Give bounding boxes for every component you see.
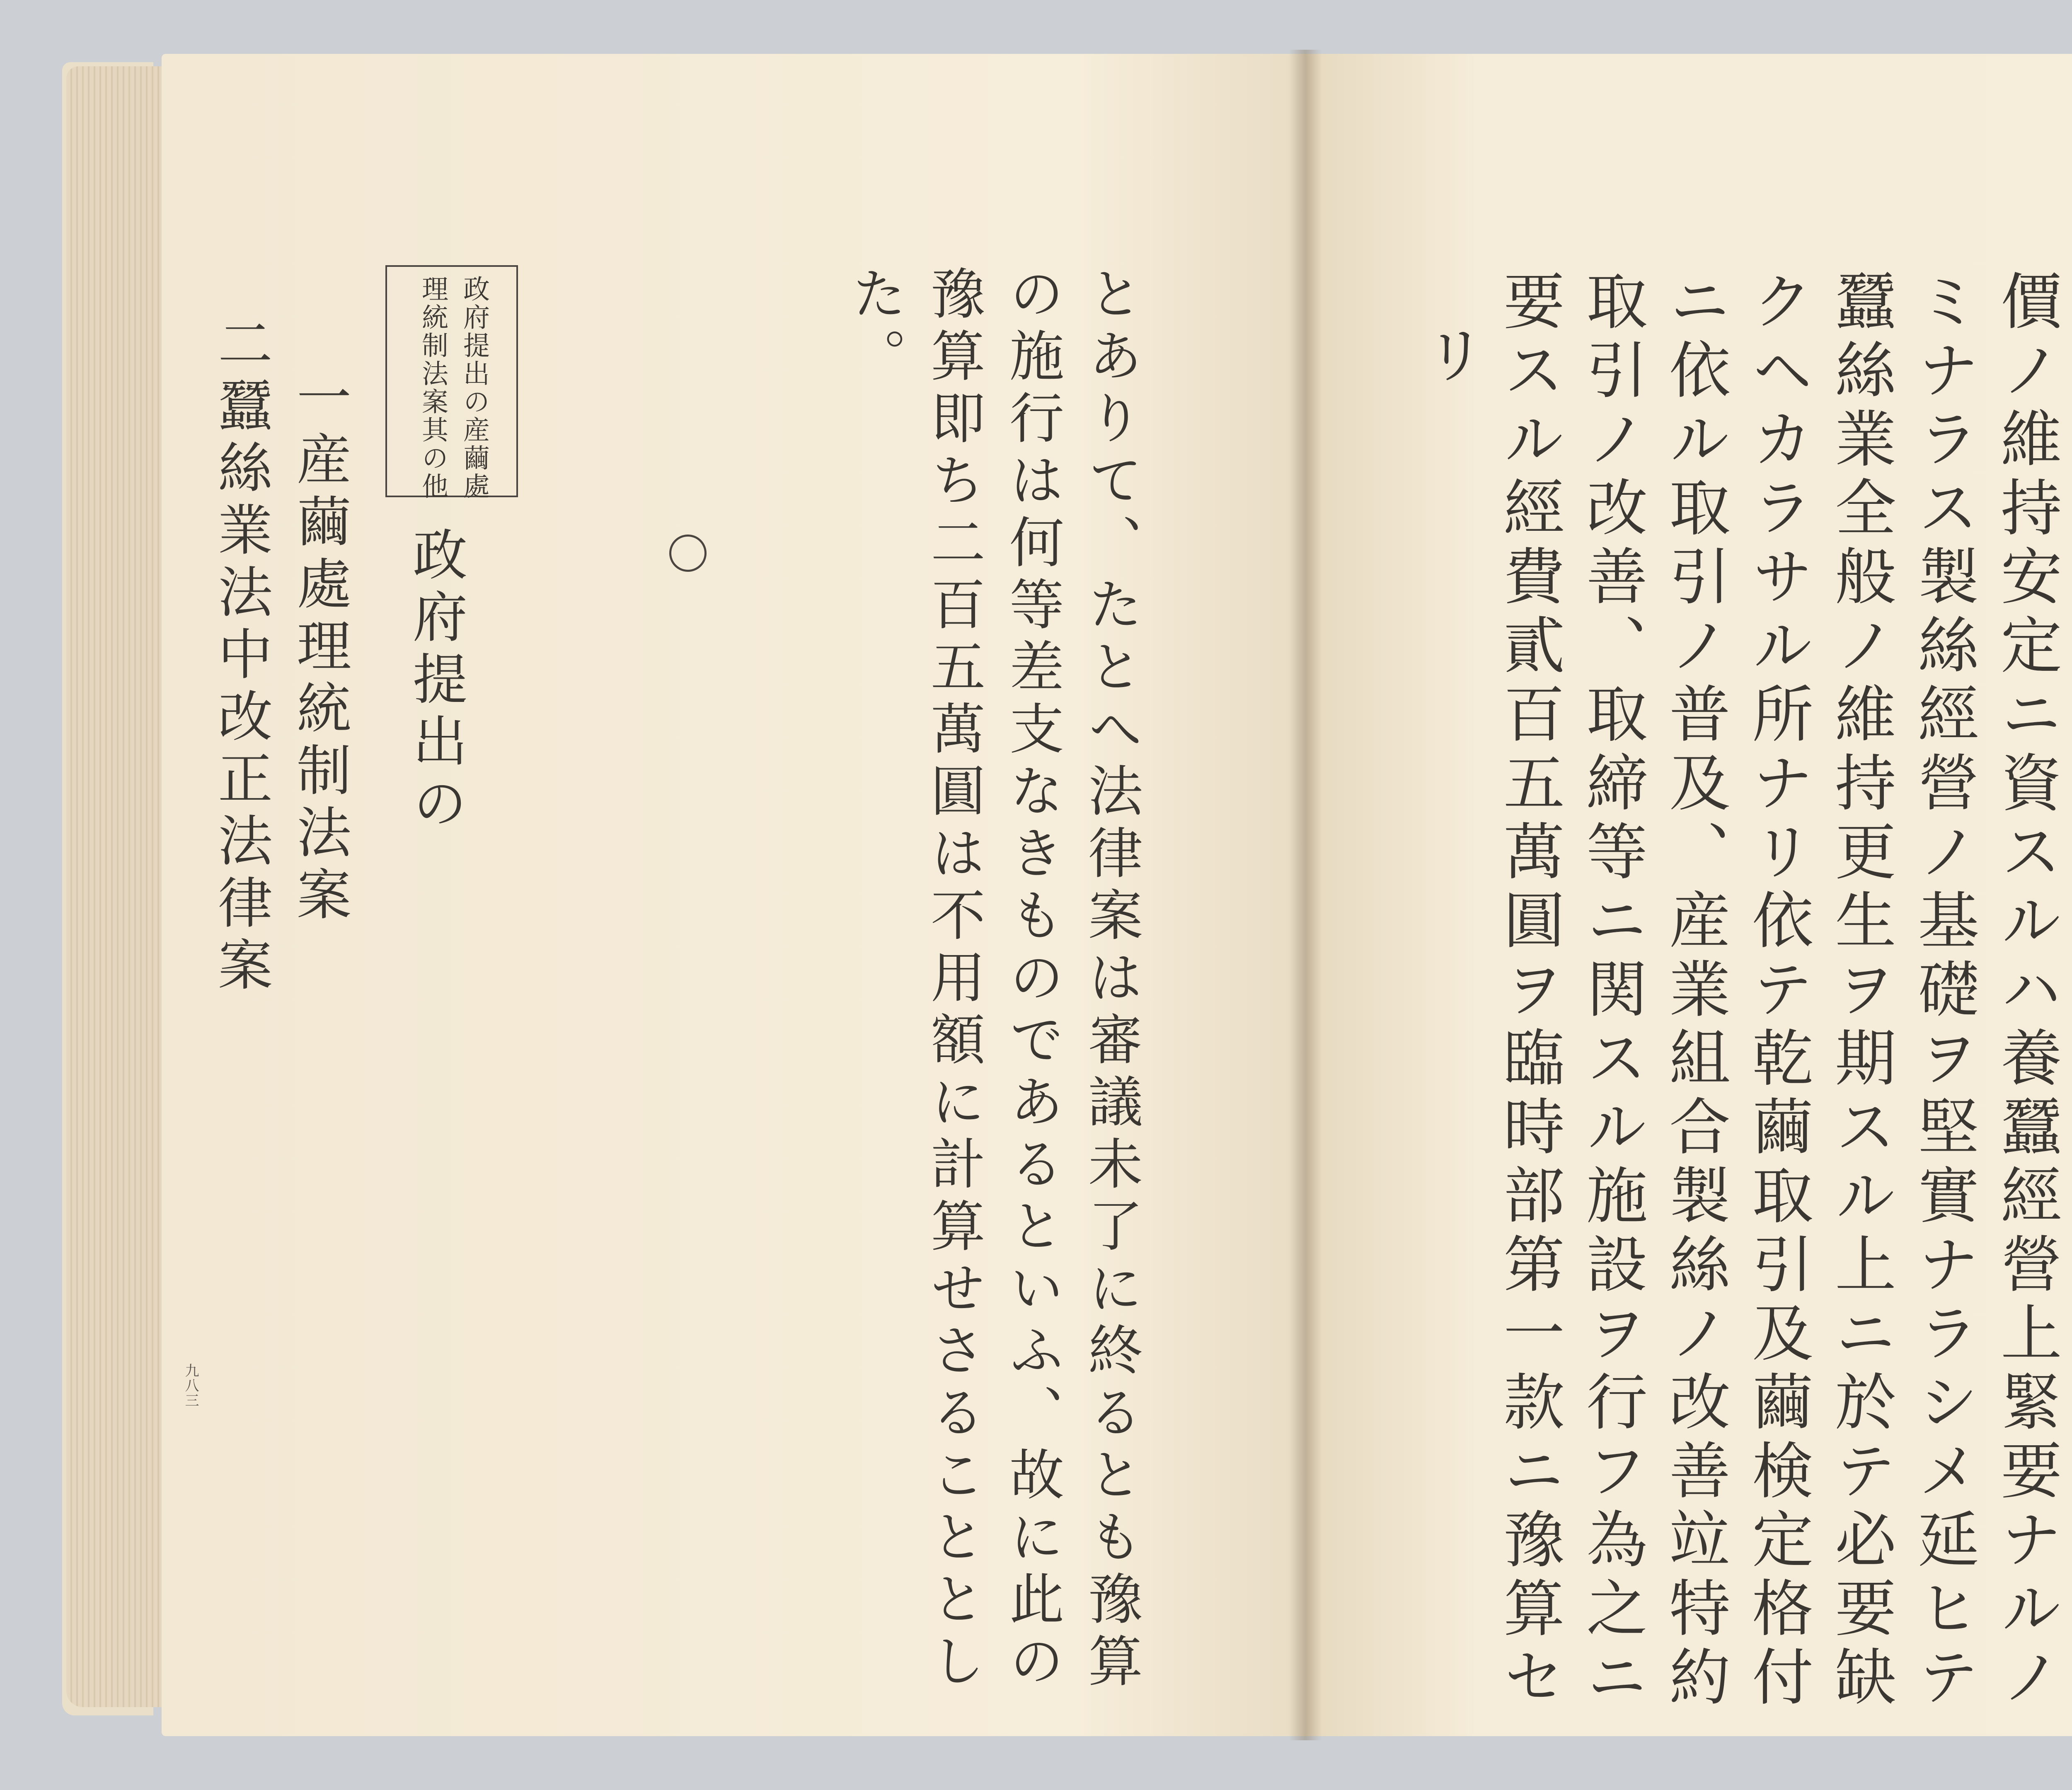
left-page-number: 九八三 [182,1363,199,1408]
book-gutter [1289,50,1322,1740]
marginal-note-box [385,265,518,501]
bill-item-2: 二蠶絲業法中改正法律案 [208,315,272,999]
right-column-10: 要スル經費貳百五萬圓ヲ臨時部第一款ニ豫算セ [1493,269,1565,1714]
right-column-7: クヘカラサル所ナリ依テ乾繭取引及繭検定格付 [1742,269,1813,1714]
marginal-note-line-2: 理統制法案其の他 [417,275,448,501]
left-column-1: とありて、たとへ法律案は審議未了に終るとも豫算 [1079,265,1143,1695]
bill-item-1: 一産繭處理統制法案 [287,369,351,928]
left-column-4: た。 [842,265,906,389]
left-column-3: 豫算即ち二百五萬圓は不用額に計算せさることとし [921,265,985,1695]
right-column-6: 蠶絲業全般ノ維持更生ヲ期スル上ニ於テ必要缺 [1825,269,1896,1714]
marginal-note-line-1: 政府提出の産繭處 [459,275,489,501]
right-column-4: 價ノ維持安定ニ資スルハ養蠶經營上緊要ナルノ [1991,269,2062,1714]
circle-mark [669,535,707,572]
right-column-3 [2068,269,2072,1714]
right-column-8: ニ依ル取引ノ普及、産業組合製絲ノ改善竝特約 [1659,269,1731,1714]
section-heading: 政府提出の [403,526,467,837]
right-column-5: ミナラス製絲經營ノ基礎ヲ堅實ナラシメ延ヒテ [1908,269,1979,1714]
right-column-9: 取引ノ改善、取締等ニ関スル施設ヲ行フ為之ニ [1576,269,1648,1714]
right-column-11: リ [1415,323,1486,392]
left-column-2: の施行は何等差支なきものであるといふ、故に此の [1000,265,1064,1695]
page-stack-left [66,66,162,1707]
